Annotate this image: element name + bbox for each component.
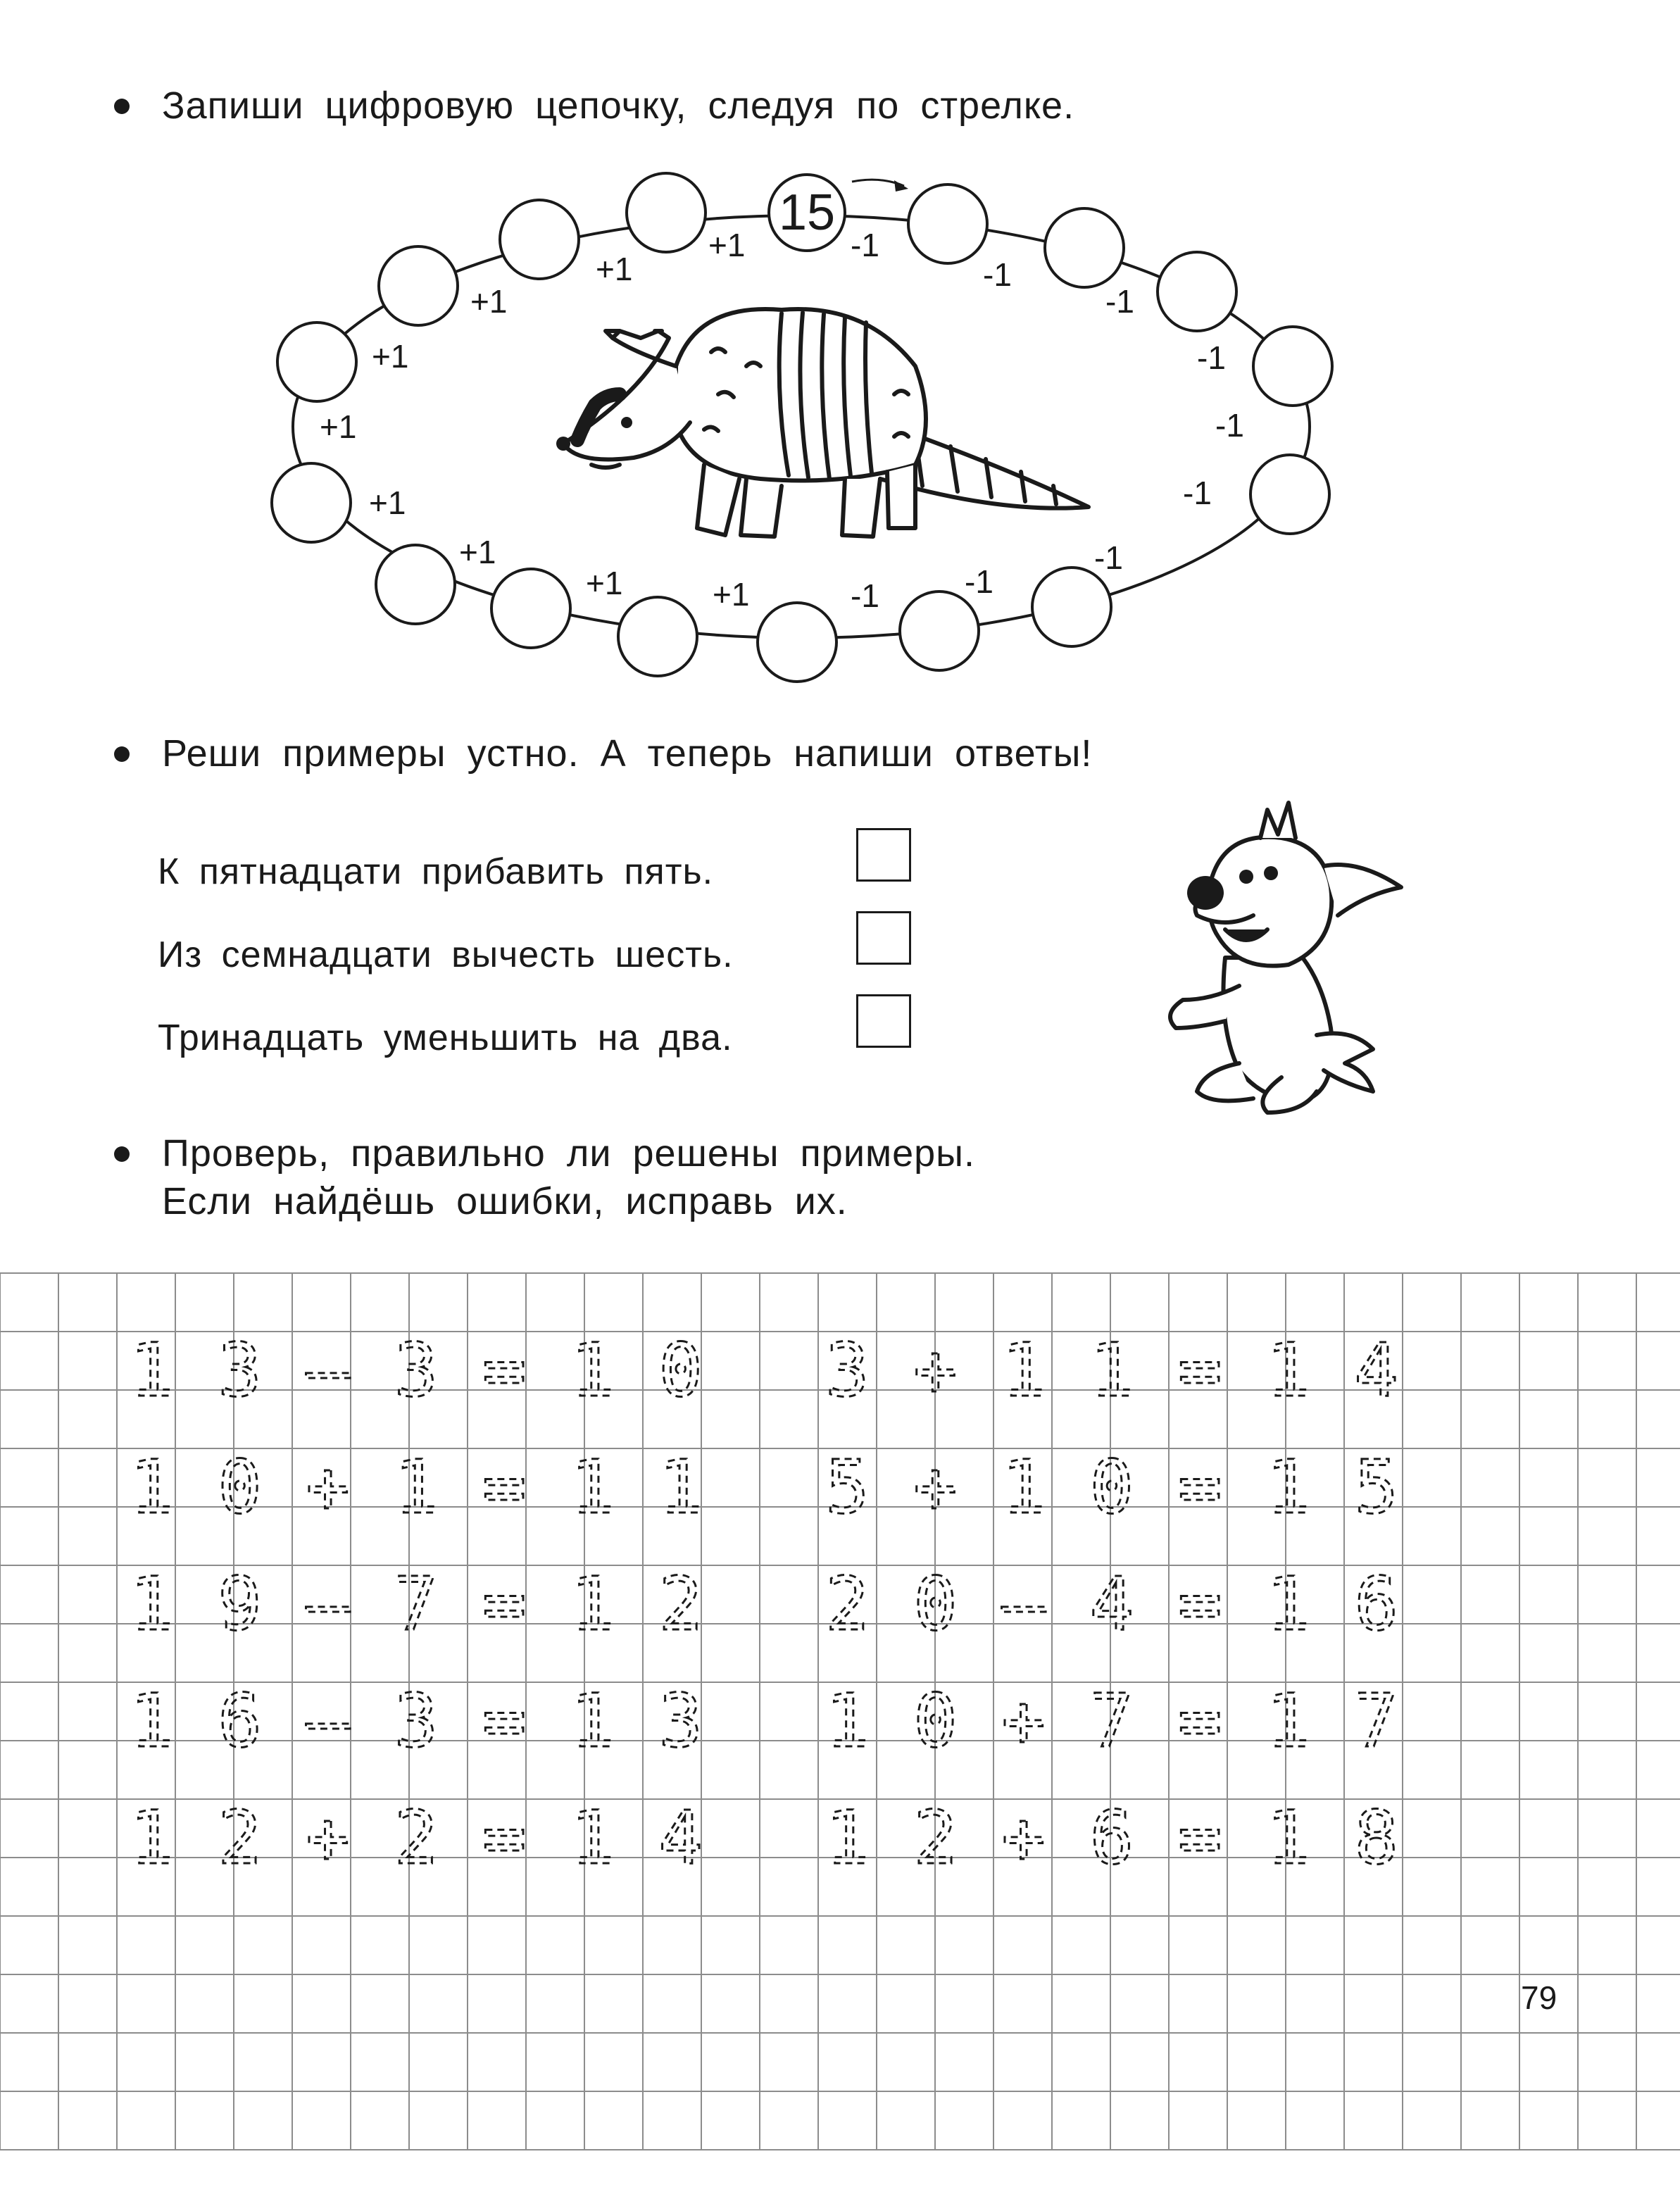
- step-label: -1: [851, 227, 879, 263]
- step-label: -1: [965, 563, 993, 600]
- word-problem: Тринадцать уменьшить на два.: [158, 1018, 733, 1058]
- step-label: +1: [470, 283, 508, 320]
- example-left[interactable]: 1 3 – 3 = 1 0: [130, 1327, 703, 1413]
- example-left[interactable]: 1 6 – 3 = 1 3: [130, 1678, 703, 1764]
- step-label: -1: [851, 577, 879, 614]
- task2-text: Реши примеры устно. А теперь напиши ответы!: [162, 732, 1093, 775]
- step-label: -1: [1094, 539, 1123, 576]
- example-right[interactable]: 5 + 1 0 = 1 5: [825, 1444, 1398, 1530]
- task3-text-line1: Проверь, правильно ли решены примеры.: [162, 1132, 975, 1175]
- step-label: -1: [1197, 339, 1226, 376]
- step-label: +1: [708, 227, 746, 263]
- example-right[interactable]: 2 0 – 4 = 1 6: [825, 1561, 1398, 1647]
- example-right[interactable]: 1 0 + 7 = 1 7: [825, 1678, 1398, 1764]
- step-label: +1: [320, 408, 357, 445]
- example-right[interactable]: 3 + 1 1 = 1 4: [825, 1327, 1398, 1413]
- step-label: +1: [369, 484, 406, 521]
- step-label: -1: [983, 256, 1012, 293]
- step-label: +1: [713, 576, 750, 613]
- step-label: +1: [459, 534, 496, 570]
- step-label: -1: [1105, 283, 1134, 320]
- step-label: +1: [586, 565, 623, 601]
- page-number: 79: [1521, 1979, 1557, 2016]
- chain-start-number: 15: [778, 184, 836, 241]
- step-label: -1: [1183, 475, 1212, 511]
- word-problem: Из семнадцати вычесть шесть.: [158, 934, 734, 975]
- step-label: +1: [596, 251, 633, 287]
- step-label: -1: [1215, 407, 1244, 444]
- task3-text-line2: Если найдёшь ошибки, исправь их.: [162, 1180, 848, 1222]
- word-problem: К пятнадцати прибавить пять.: [158, 851, 714, 892]
- example-left[interactable]: 1 9 – 7 = 1 2: [130, 1561, 703, 1647]
- step-label: +1: [372, 338, 409, 375]
- example-left[interactable]: 1 0 + 1 = 1 1: [130, 1444, 703, 1530]
- example-left[interactable]: 1 2 + 2 = 1 4: [130, 1795, 703, 1881]
- example-right[interactable]: 1 2 + 6 = 1 8: [825, 1795, 1398, 1881]
- task1-text: Запиши цифровую цепочку, следуя по стрелке.: [162, 84, 1075, 127]
